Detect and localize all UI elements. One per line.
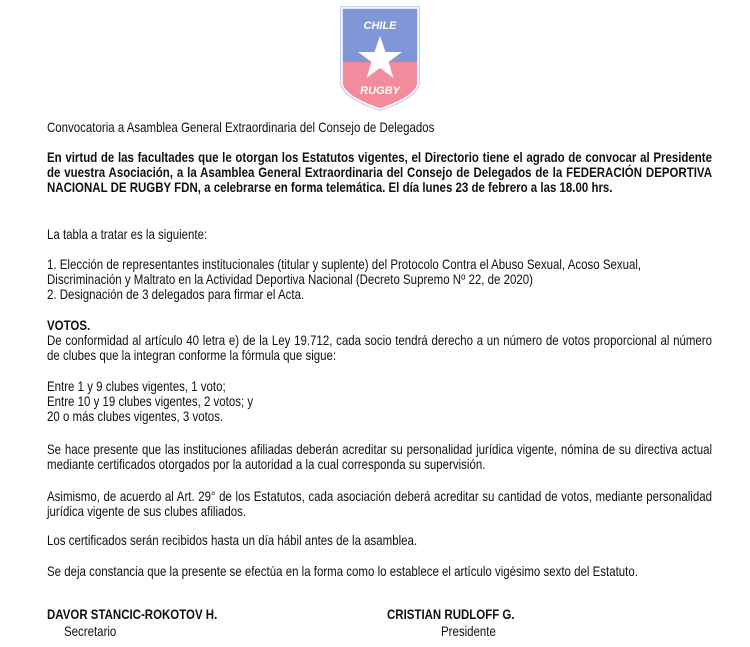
agenda-intro: La tabla a tratar es la siguiente: <box>47 226 208 242</box>
agenda-item: 2. Designación de 3 delegados para firmar el Acta. <box>47 286 305 302</box>
signature-name-president: CRISTIAN RUDLOFF G. <box>387 606 515 622</box>
paragraph-certificates: Los certificados serán recibidos hasta un día hábil antes de la asamblea. <box>47 532 418 548</box>
paragraph-statute: Se deja constancia que la presente se efectúa en la forma como lo establece el artículo vigésimo sexto del Estatuto. <box>47 563 638 579</box>
vote-rule: 20 o más clubes vigentes, 3 votos. <box>47 408 224 424</box>
agenda-item: 1. Elección de representantes institucionales (titular y suplente) del Protocolo Contra el Abuso Sexual, Acoso Sexual, Discriminación y Maltrato en la Actividad Deportiva Nacional (Decreto Supremo Nº 22, de 2020) <box>47 256 642 287</box>
vote-rule: Entre 1 y 9 clubes vigentes, 1 voto; <box>47 378 226 394</box>
vote-rule: Entre 10 y 19 clubes vigentes, 2 votos; y <box>47 393 254 409</box>
votes-section <box>47 318 712 424</box>
votes-heading: VOTOS. <box>47 317 91 333</box>
intro-paragraph: En virtud de las facultades que le otorgan los Estatutos vigentes, el Directorio tiene el agrado de convocar al Presidente de vuestra Asociación, a la Asamblea General Extraordinaria del Consejo de Delegados de la FEDERACIÓN DEPORTIVA NACIONAL DE RUGBY FDN, a celebrarse en forma telemática. El día lunes 23 de febrero a las 18.00 hrs. <box>47 149 713 195</box>
svg-text:RUGBY: RUGBY <box>360 85 400 97</box>
votes-text: De conformidad al artículo 40 letra e) de la Ley 19.712, cada socio tendrá derecho a un número de votos proporcional al número de clubes que la integran conforme la fórmula que sigue: <box>47 332 713 363</box>
chile-rugby-logo <box>338 4 422 112</box>
document-title: Convocatoria a Asamblea General Extraordinaria del Consejo de Delegados <box>47 119 435 135</box>
signature-role-president: Presidente <box>441 623 496 639</box>
signature-role-secretary: Secretario <box>64 623 117 639</box>
agenda-list <box>47 257 712 302</box>
svg-text:CHILE: CHILE <box>363 20 397 32</box>
paragraph-requirements: Se hace presente que las instituciones afiliadas deberán acreditar su personalidad jurídica vigente, nómina de su directiva actual mediante certificados otorgados por la autoridad a la cual corresponda su supervisión. <box>47 441 713 472</box>
signature-name-secretary: DAVOR STANCIC-ROKOTOV H. <box>47 606 218 622</box>
paragraph-votes-accreditation: Asimismo, de acuerdo al Art. 29° de los Estatutos, cada asociación deberá acreditar su cantidad de votos, mediante personalidad jurídica vigente de sus clubes afiliados. <box>47 488 713 519</box>
